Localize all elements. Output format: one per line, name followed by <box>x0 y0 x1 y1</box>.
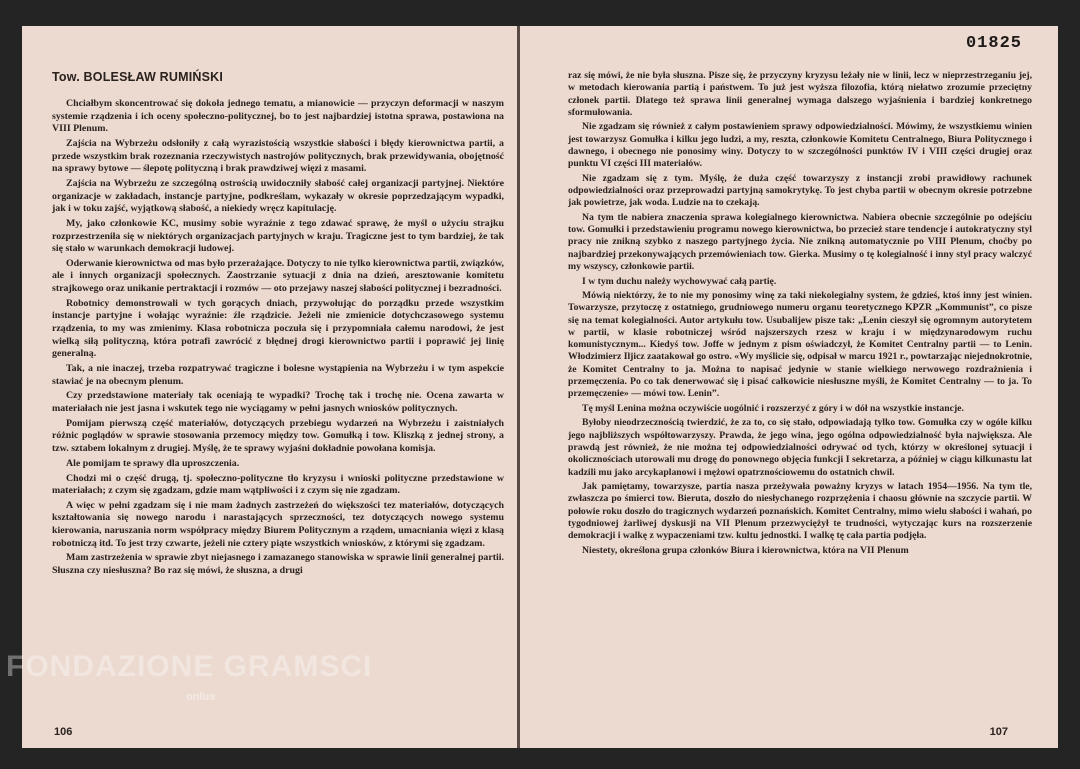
watermark-sub: onlus <box>186 691 216 703</box>
paragraph: Nie zgadzam się również z całym postawieniem sprawy odpowiedzialności. Mówimy, że wszystkiemu winien jest towarzysz Gomułka i kilku jego ludzi, a my, reszta, członkowie Komitetu Centralnego, Biura Politycznego i dawnego, i obecnego nie ponosimy winy. Dotyczy to w szczególności punktów IV i VIII części drugiej oraz punktu VI części III materiałów. <box>568 121 1032 170</box>
archive-watermark <box>6 652 372 712</box>
paragraph: Ale pomijam te sprawy dla uproszczenia. <box>66 457 240 469</box>
paragraph: Pomijam pierwszą część materiałów, dotyczących przebiegu wydarzeń na Wybrzeżu i zaistniałych różnic poglądów w sprawie stosowania przemocy między tow. Gomułką i tow. Kliszką z jednej strony, a tzw. sztabem lokalnym z drugiej. Myślę, że te sprawy wyjaśni dokładnie powołana komisja. <box>52 417 504 454</box>
paragraph: Byłoby nieodrzecznością twierdzić, że za to, co się stało, odpowiadają tylko tow. Gomułka czy w ogóle kilku jego najbliższych współtowarzyszy. Prawda, że jego wina, jego ogólna odpowiedzialność była największa. Ale prawdą jest również, że nie można tej odpowiedzialności odrywać od tych, którzy w określonej sytuacji i okolicznościach utorowali mu drogę do ponownego objęcia funkcji I sekretarza, a później w ciągu kilkunastu lat kadzili mu jako arcykaplanowi i mężowi opatrznościowemu do ostatnich chwil. <box>568 417 1032 478</box>
paragraph: My, jako członkowie KC, musimy sobie wyraźnie z tego zdawać sprawę, że myśl o użyciu strajku rozprzestrzeniła się w niektórych organizacjach partyjnych w kraju. Tragiczne jest to tym bardziej, że tak się stało w warunkach demokracji ludowej. <box>52 217 504 255</box>
paragraph: Tak, a nie inaczej, trzeba rozpatrywać tragiczne i bolesne wystąpienia na Wybrzeżu i w tym aspekcie stawiać je na obecnym plenum. <box>52 363 504 387</box>
page-number-left: 106 <box>54 726 73 738</box>
left-page <box>22 26 518 748</box>
paragraph: Na tym tle nabiera znaczenia sprawa kolegialnego kierownictwa. Nabiera obecnie szczególnie po odejściu tow. Gomułki i przedstawieniu programu nowego kierownictwa, bo przecież stare tendencje i autokratyczny styl pracy nie znikną szybko z naszego partyjnego życia. Nie znikną automatycznie po VIII Plenum, choćby po najbardziej przekonywających przemówieniach tow. Gierka. Musimy o tę kolegialność i inny styl pracy walczyć my wszyscy, członkowie partii. <box>568 211 1032 273</box>
paragraph: Chodzi mi o część drugą, tj. społeczno-polityczne tło kryzysu i wnioski polityczne przedstawione w materiałach; z czym się zgadzam, gdzie mam wątpliwości i z czym się nie zgadzam. <box>52 472 504 497</box>
paragraph: Robotnicy demonstrowali w tych gorących dniach, przywołując do porządku przede wszystkim instancje partyjne i wołając wyraźnie: źle rządzicie. Jeżeli nie zmienicie dotychczasowego systemu rządzenia, to my was zmienimy. Klasa robotnicza poczuła się i przypomniała całemu narodowi, że jest wielką siłą polityczną, która potrafi zawrócić z błędnej drogi kierownictwo partii i poprawić jej linię generalną. <box>52 297 504 360</box>
right-page-text <box>568 70 1032 557</box>
paragraph: Oderwanie kierownictwa od mas było przerażające. Dotyczy to nie tylko kierownictwa partii, związków, ale i innych organizacji społecznych. Zaostrzanie sytuacji z dnia na dzień, aresztowanie komitetu strajkowego oraz unikanie pertraktacji i rozmów — oto przejawy naszej słabości politycznej i bezradności. <box>52 257 504 295</box>
author-heading: Tow. BOLESŁAW RUMIŃSKI <box>52 70 224 84</box>
paragraph: Chciałbym skoncentrować się dokoła jednego tematu, a mianowicie — przyczyn deformacji w naszym systemie rządzenia i ich oceny społeczno-politycznej, bo to jest najbardziej istotna sprawa, postawiona na VIII Plenum. <box>52 98 504 135</box>
paragraph: Tę myśl Lenina można oczywiście uogólnić i rozszerzyć z góry i w dół na wszystkie instancje. <box>582 402 964 414</box>
paragraph: raz się mówi, że nie była słuszna. Pisze się, że przyczyny kryzysu leżały nie w linii, lecz w nieprzestrzeganiu jej, w metodach kierowania partią i państwem. To już jest wyższa filozofia, którą niełatwo zrozumie przeciętny członek partii. Dlatego też sprawa linii generalnej wymaga dalszego wyjaśnienia i bardziej konkretnego sformułowania. <box>568 70 1032 118</box>
paragraph: Niestety, określona grupa członków Biura i kierownictwa, która na VII Plenum <box>582 544 909 556</box>
paragraph: Mówią niektórzy, że to nie my ponosimy winę za taki niekolegialny system, że gdzieś, ktoś inny jest winien. Towarzysze, przytoczę z ostatniego, grudniowego numeru organu teoretycznego KPZR „Kommunist”, co pisze się na temat kolegialności. Autor artykułu tow. Usubalijew pisze tak: „Lenin cieszył się ogromnym autorytetem w partii, w klasie robotniczej wśród najszerszych rzesz w kraju i w międzynarodowym ruchu komunistycznym... Kiedyś tow. Joffe w jednym z pism oświadczył, że Komitet Centralny partii — to Lenin. Włodzimierz Iljicz zaatakował go ostro. «Wy myślicie się, odpisał w marcu 1921 r., powtarzając niejednokrotnie, że Komitet Centralny to ja. Można to napisać jedynie w stanie wielkiego nerwowego rozdrażnienia i przemęczenia. Po co tak denerwować się i pisać całkowicie niesłuszne myśli, że Komitet Centralny — to ja. To przemęczenie» — mówi tow. Lenin”. <box>568 289 1032 400</box>
serial-number-stamp: 01825 <box>965 34 1022 53</box>
paragraph: I w tym duchu należy wychowywać całą partię. <box>582 275 777 287</box>
watermark-main: FONDAZIONE GRAMSCI <box>6 650 373 683</box>
right-page <box>520 26 1058 748</box>
paragraph: Jak pamiętamy, towarzysze, partia nasza przeżywała poważny kryzys w latach 1954—1956. Na tym tle, zwłaszcza po śmierci tow. Bieruta, doszło do niesłychanego rozprzężenia i chaosu głównie na szczycie partii. W połowie roku doszło do tragicznych wydarzeń poznańskich. Komitet Centralny, mimo wielu słabości i wahań, po tygodniowej żarliwej dyskusji na VII Plenum przezwyciężył te trudności, wytyczając kurs na rozszerzenie demokracji i walkę z wypaczeniami tzw. kultu jednostki. I walkę tę cała partia podjęła. <box>568 481 1032 542</box>
paragraph: Czy przedstawione materiały tak oceniają te wypadki? Trochę tak i trochę nie. Ocena zawarta w materiałach nie jest jasna i wskutek tego nie wyciągamy w pełni jasnych wniosków politycznych. <box>52 390 504 414</box>
page-number-right: 107 <box>989 726 1008 738</box>
paragraph: Nie zgadzam się z tym. Myślę, że duża część towarzyszy z instancji zrobi prawidłowy rachunek odpowiedzialności oraz przeprowadzi partyjną samokrytykę. To jest chyba partii w obecnym okresie potrzebne jak powietrze, jak woda. Ludzie na to czekają. <box>568 172 1032 209</box>
paragraph: A więc w pełni zgadzam się i nie mam żadnych zastrzeżeń do większości tez materiałów, dotyczących kształtowania się nowego narodu i narastających sprzeczności, tez dotyczących nowego systemu kierowania, naruszania norm współpracy między Biurem Politycznym a rządem, umacniania więzi z klasą robotniczą itd. To jest trzy czwarte, jeżeli nie cztery piąte wszystkich wniosków, z którymi się zgadzam. <box>52 499 504 549</box>
left-page-text <box>52 98 504 578</box>
paragraph: Mam zastrzeżenia w sprawie zbyt niejasnego i zamazanego stanowiska w sprawie linii generalnej partii. Słuszna czy niesłuszna? Bo raz się mówi, że słuszna, a drugi <box>52 552 504 577</box>
paragraph: Zajścia na Wybrzeżu ze szczególną ostrością uwidoczniły słabość całej organizacji partyjnej. Niektóre organizacje w zakładach, instancje partyjne, podkreślam, wykazały w okresie poprzedzającym wypadki, jak i w toku zajść, wyjątkową słabość, a niekiedy wręcz kapitulację. <box>52 177 504 215</box>
paragraph: Zajścia na Wybrzeżu odsłoniły z całą wyrazistością wszystkie słabości i błędy kierownictwa partii, a przede wszystkim brak rozeznania rzeczywistych nastrojów politycznych, brak przewidywania, obojętność na sprawy bytowe — ślepotę polityczną i brak prawdziwej więzi z masami. <box>52 137 504 175</box>
